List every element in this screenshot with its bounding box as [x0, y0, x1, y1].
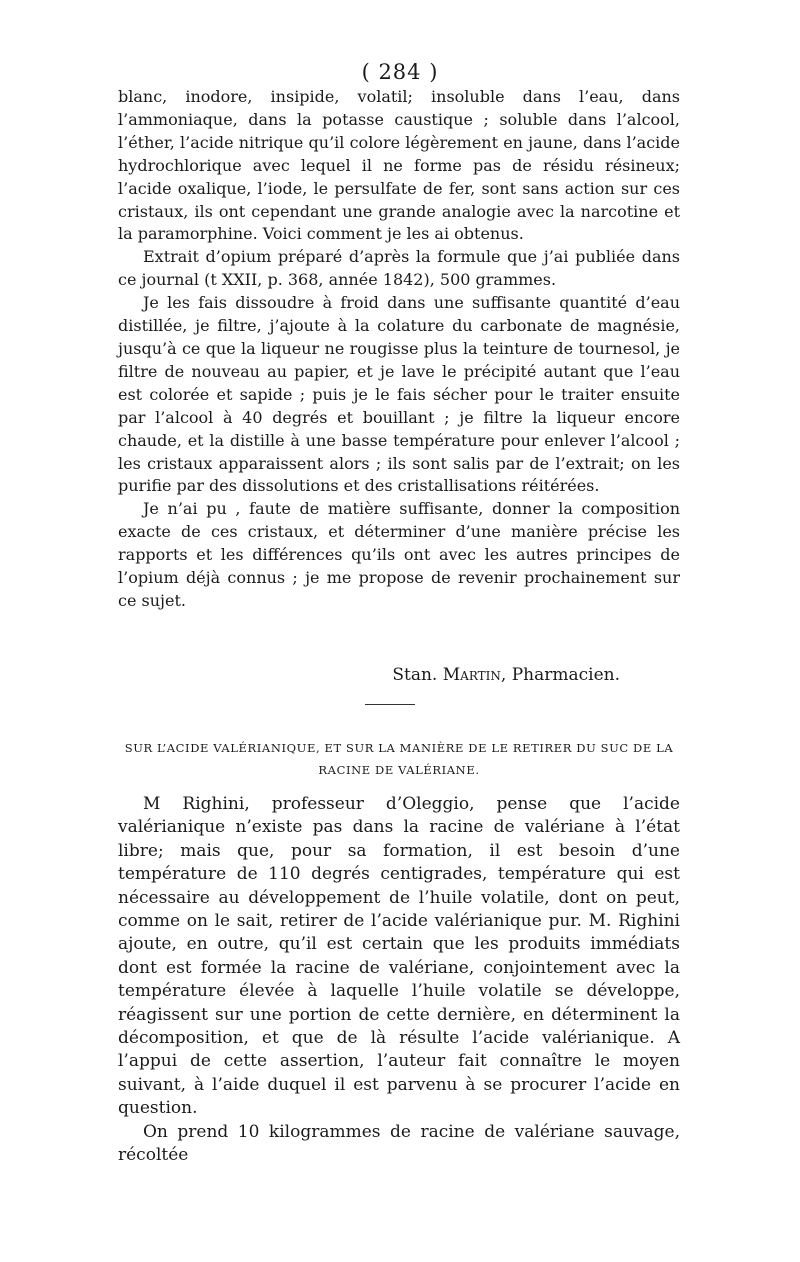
paragraph-procedure: Je les fais dissoudre à froid dans une suffisante quantité d’eau distillée, je filtre, j’ajoute à la colature du carbonate de magnésie, jusqu’à ce que la liqueur ne rougisse plus la teinture de tournesol, je filtre de nouveau au papier, et je lave le précipité autant que l’eau est colorée et sapide ; puis je le fais sécher pour le traiter ensuite par l’alcool à 40 degrés et bouillant ; je filtre la liqueur encore chaude, et la distille à une basse température pour enlever l’alcool ; les cristaux apparaissent alors ; ils sont salis par de l’extrait; on les purifie par des dissolutions et des cristallisations réitérées.	[118, 293, 680, 496]
signature-suffix: , Pharmacien.	[500, 665, 620, 685]
section-opium-crystals	[118, 86, 680, 613]
page-number: ( 284 )	[361, 60, 439, 84]
paragraph-conclusion: Je n’ai pu , faute de matière suffisante, donner la composition exacte de ces cristaux, et déterminer d’une manière précise les rapports et les différences qu’ils ont avec les autres principes de l’opium déjà connus ; je me propose de revenir prochainement sur ce sujet.	[118, 499, 680, 610]
signature-prefix: Stan.	[392, 665, 438, 685]
article-heading: SUR L’ACIDE VALÉRIANIQUE, ET SUR LA MANIÈRE DE LE RETIRER DU SUC DE LA RACINE DE VALÉRIANE.	[124, 741, 674, 777]
paragraph-extract: Extrait d’opium préparé d’après la formule que j’ai publiée dans ce journal (t XXII, p. 368, année 1842), 500 grammes.	[118, 247, 680, 290]
paragraph-method-start: On prend 10 kilogrammes de racine de valériane sauvage, récoltée	[118, 1121, 680, 1166]
signature-name: Martin	[442, 665, 501, 685]
paragraph-continuation: blanc, inodore, insipide, volatil; insoluble dans l’eau, dans l’ammoniaque, dans la potasse caustique ; soluble dans l’alcool, l’éther, l’acide nitrique qu’il colore légèrement en jaune, dans l’acide hydrochlorique avec lequel il ne forme pas de résidu résineux; l’acide oxalique, l’iode, le persulfate de fer, sont sans action sur ces cristaux, ils ont cependant une grande analogie avec la narcotine et la paramorphine. Voici comment je les ai obtenus.	[118, 87, 680, 244]
section-valerianic-acid	[118, 793, 680, 1168]
author-signature	[118, 662, 680, 688]
paragraph-righini: M Righini, professeur d’Oleggio, pense que l’acide valérianique n’existe pas dans la racine de valériane à l’état libre; mais que, pour sa formation, il est besoin d’une température de 110 degrés centigrades, température qui est nécessaire au développement de l’huile volatile, dont on peut, comme on le sait, retirer de l’acide valérianique pur. M. Righini ajoute, en outre, qu’il est certain que les produits immédiats dont est formée la racine de valériane, conjointement avec la température élevée à laquelle l’huile volatile se développe, réagissent sur une portion de cette dernière, en déterminent la décomposition, et que de là résulte l’acide valérianique. A l’appui de cette assertion, l’auteur fait connaître le moyen suivant, à l’aide duquel il est parvenu à se procurer l’acide en question.	[118, 794, 680, 1119]
section-divider	[365, 704, 415, 705]
